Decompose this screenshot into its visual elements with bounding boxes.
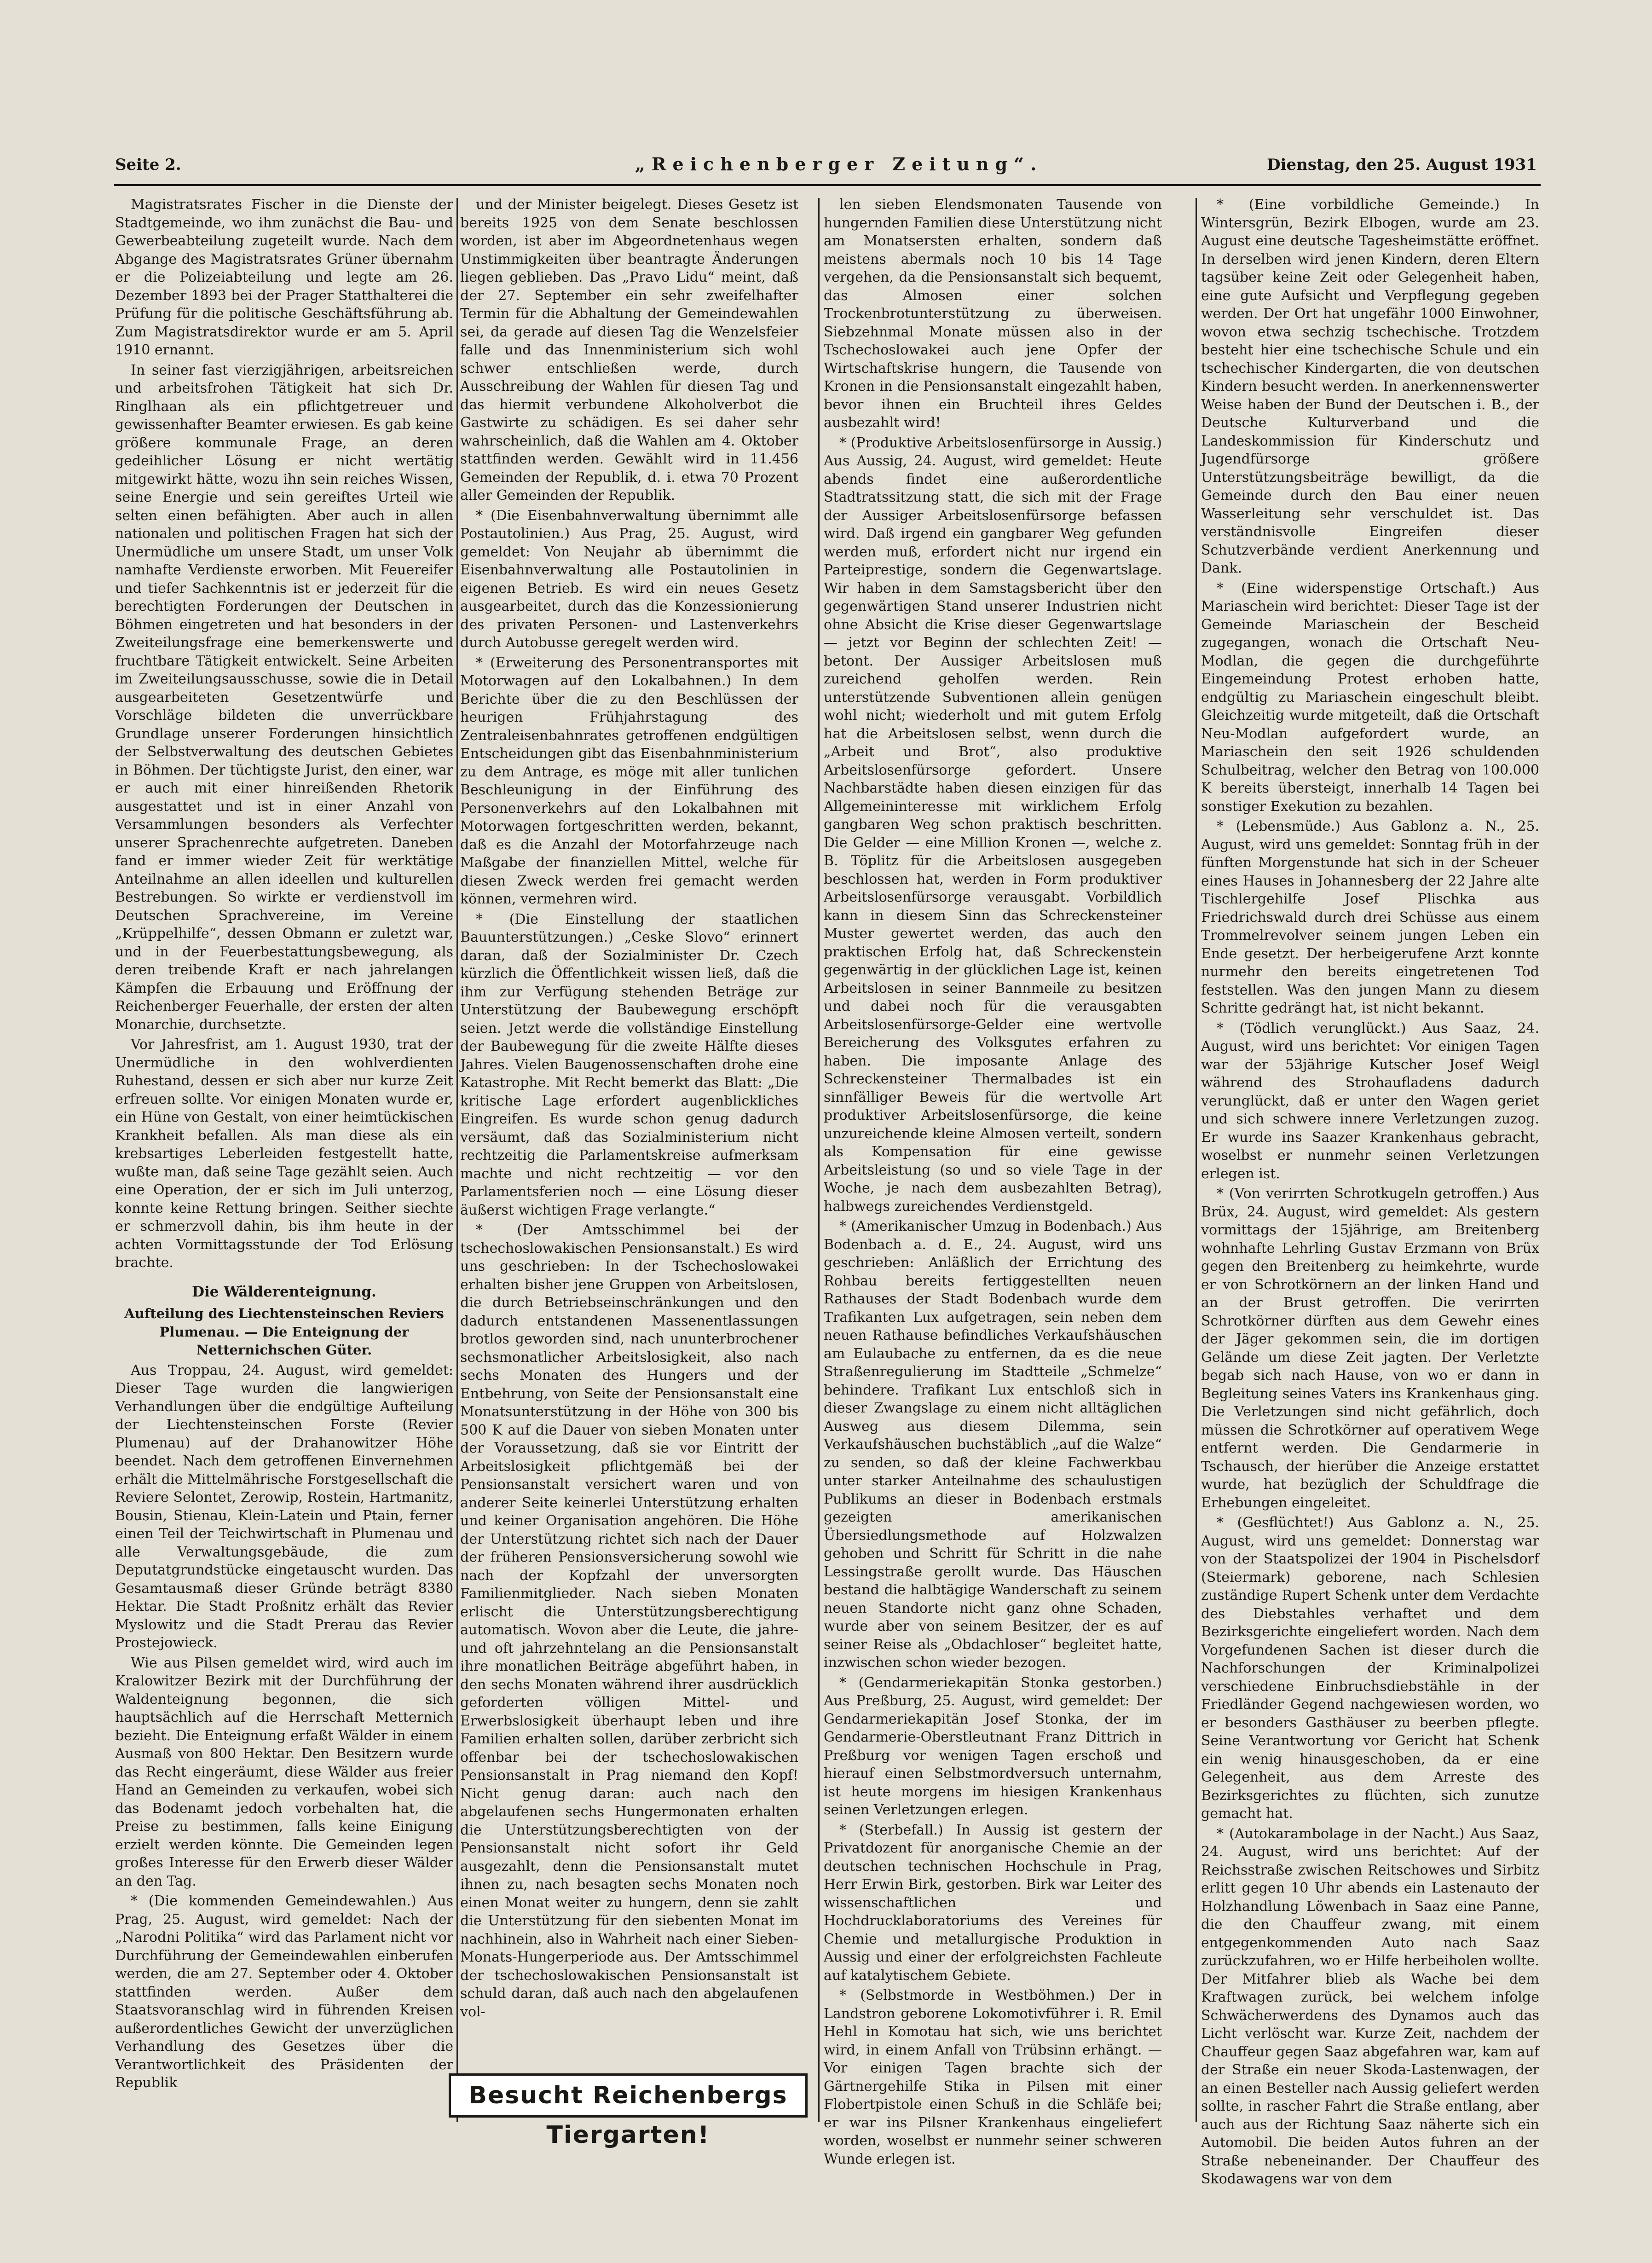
page-header	[115, 152, 1537, 179]
article-paragraph: * (Gendarmeriekapitän Stonka gestorben.) Aus Preßburg, 25. August, wird gemeldet: Der Gendarmeriekapitän Josef Stonka, der im Gendarmerie-Oberstleutnant Franz Dittrich in Preßburg vor wenigen Tagen erschoß und hierauf einen Selbstmordversuch unternahm, ist heute morgens im hiesigen Krankenhaus seinen Verletzungen erlegen.	[824, 1674, 1162, 1818]
page-number: Seite 2.	[115, 156, 181, 174]
column-divider	[456, 198, 458, 2122]
article-paragraph: * (Eine widerspenstige Ortschaft.) Aus Mariaschein wird berichtet: Dieser Tage ist der Gemeinde Mariaschein der Bescheid zugegangen, wonach die Ortschaft Neu-Modlan, die gegen die durchgeführte Eingemeindung Protest erhoben hatte, endgültig zu Mariaschein eingeschult bleibt. Gleichzeitig wurde mitgeteilt, daß die Ortschaft Neu-Modlan aufgefordert wurde, an Mariaschein den seit 1926 schuldenden Schulbeitrag, welcher den Betrag von 100.000 K bereits übersteigt, innerhalb 14 Tagen bei sonstiger Exekution zu bezahlen.	[1201, 580, 1539, 815]
article-subheadline: Aufteilung des Liechtensteinschen Reviers Plumenau. — Die Enteignung der Netternichschen Güter.	[124, 1306, 444, 1358]
article-paragraph: * (Erweiterung des Personentransportes mit Motorwagen auf den Lokalbahnen.) In dem Berichte über die zu den Beschlüssen der heurigen Frühjahrstagung des Zentraleisenbahnrates getroffenen endgültigen Entscheidungen gibt das Eisenbahnministerium zu dem Antrage, es möge mit aller tunlichen Beschleunigung in der Einführung des Personenverkehrs auf den Lokalbahnen mit Motorwagen fortgeschritten werden, bekannt, daß es die Anzahl der Motorfahrzeuge nach Maßgabe der finanziellen Mittel, welche für diesen Zweck werden frei gemacht werden können, vermehren wird.	[460, 654, 798, 907]
column-divider	[818, 198, 820, 2122]
article-paragraph: * (Lebensmüde.) Aus Gablonz a. N., 25. August, wird uns gemeldet: Sonntag früh in der fünften Morgenstunde hat sich in der Scheuer eines Hauses in Johannesberg der 22 Jahre alte Tischlergehilfe Josef Plischka aus Friedrichswald durch drei Schüsse aus einem Trommelrevolver seinem jungen Leben ein Ende gesetzt. Der herbeigerufene Arzt konnte nurmehr den bereits eingetretenen Tod feststellen. Was den jungen Mann zu diesem Schritte gedrängt hat, ist nicht bekannt.	[1201, 818, 1539, 1016]
article-paragraph: Vor Jahresfrist, am 1. August 1930, trat der Unermüdliche in den wohlverdienten Ruhestand, dessen er sich aber nur kurze Zeit erfreuen sollte. Vor einigen Monaten wurde er, ein Hüne von Gestalt, von einer heimtückischen Krankheit befallen. Als man diese als ein krebsartiges Leberleiden festgestellt hatte, wußte man, daß seine Tage gezählt seien. Auch eine Operation, der er sich im Juli unterzog, konnte keine Rettung bringen. Seither siechte er schmerzvoll dahin, bis ihm heute in der achten Vormittagsstunde der Tod Erlösung brachte.	[115, 1036, 453, 1271]
article-paragraph: * (Autokarambolage in der Nacht.) Aus Saaz, 24. August, wird uns berichtet: Auf der Reichsstraße zwischen Reitschowes und Sirbitz erlitt gegen 10 Uhr abends ein Lastenauto der Holzhandlung Löwenbach in Saaz eine Panne, die den Chauffeur zwang, mit einem entgegenkommenden Auto nach Saaz zurückzufahren, wo er Hilfe herbeiholen wollte. Der Mitfahrer blieb als Wache bei dem Kraftwagen zurück, bei welchem infolge Schwächerwerdens des Dynamos auch das Licht verlöscht war. Kurze Zeit, nachdem der Chauffeur gegen Saaz abgefahren war, kam auf der Straße ein neuer Skoda-Lastenwagen, der an einen Besteller nach Aussig geliefert werden sollte, in rascher Fahrt die Straße entlang, aber auch aus der Richtung Saaz näherte sich ein Automobil. Die beiden Autos fuhren an der Straße nebeneinander. Der Chauffeur des Skodawagens war von dem	[1201, 1825, 1539, 2187]
article-paragraph: * (Amerikanischer Umzug in Bodenbach.) Aus Bodenbach a. d. E., 24. August, wird uns geschrieben: Anläßlich der Errichtung des Rohbau bereits fertiggestellten neuen Rathauses der Stadt Bodenbach wurde dem Trafikanten Lux aufgetragen, sein neben dem neuen Rathause befindliches Verkaufshäuschen am Eulaubache zu entfernen, da es die neue Straßenregulierung im Stadtteile „Schmelze“ behindere. Trafikant Lux entschloß sich in dieser Zwangslage zu einem nicht alltäglichen Ausweg aus diesem Dilemma, sein Verkaufshäuschen buchstäblich „auf die Walze“ zu senden, so daß der kleine Fachwerkbau unter starker Anteilnahme des schaulustigen Publikums an dieser in Bodenbach erstmals gezeigten amerikanischen Übersiedlungsmethode auf Holzwalzen gehoben und Schritt für Schritt in die nahe Lessingstraße gerollt wurde. Das Häuschen bestand die halbtägige Wanderschaft zu seinem neuen Standorte nicht ganz ohne Schaden, wurde aber von seinem Besitzer, der es auf seiner Reise als „Obdachloser“ begleitet hatte, inzwischen schon wieder bezogen.	[824, 1218, 1162, 1671]
article-paragraph: * (Produktive Arbeitslosenfürsorge in Aussig.) Aus Aussig, 24. August, wird gemeldet: Heute abends findet eine außerordentliche Stadtratssitzung statt, die sich mit der Frage der Aussiger Arbeitslosenfürsorge befassen wird. Daß irgend ein gangbarer Weg gefunden werden muß, erfordert nicht nur irgend ein Parteiprestige, sondern die Gegenwartslage. Wir haben in dem Samstagsbericht über den gegenwärtigen Stand unserer Industrien nicht ohne Absicht die Krise dieser Gegenwartslage — jetzt vor Beginn der schlechten Zeit! — betont. Der Aussiger Arbeitslosen muß zureichend geholfen werden. Rein unterstützende Subventionen allein genügen wohl nicht; wiederholt und mit gutem Erfolg hat die Arbeitslosen selbst, wenn durch die „Arbeit und Brot“, also produktive Arbeitslosenfürsorge gefordert. Unsere Nachbarstädte haben diesen einzigen für das Allgemeininteresse mit wirklichem Erfolg gangbaren Weg schon praktisch beschritten. Die Gelder — eine Million Kronen —, welche z. B. Töplitz für die Arbeitslosen ausgegeben beschlossen hat, werden in Form produktiver Arbeitslosenfürsorge verausgabt. Vorbildlich kann in diesem Sinn das Schreckensteiner Muster gewertet werden, das auch den praktischen Erfolg hat, daß Schreckenstein gegenwärtig in der glücklichen Lage ist, keinen Arbeitslosen in seiner Bannmeile zu besitzen und dabei noch für die verausgabten Arbeitslosenfürsorge-Gelder eine wertvolle Bereicherung des Volksgutes erfahren zu haben. Die imposante Anlage des Schreckensteiner Thermalbades ist ein sinnfälliger Beweis für die wertvolle Art produktiver Arbeitslosenfürsorge, die keine unzureichende kleine Almosen verteilt, sondern als Kompensation für eine gewisse Arbeitsleistung (so und so viele Tage in der Woche, je nach dem ausbezahlten Betrag), halbwegs zureichendes Verdienstgeld.	[824, 434, 1162, 1215]
article-paragraph: In seiner fast vierzigjährigen, arbeitsreichen und arbeitsfrohen Tätigkeit hat sich Dr. Ringlhaan als ein pflichtgetreuer und gewissenhafter Beamter erwiesen. Es gab keine größere kommunale Frage, an deren gedeihlicher Lösung er nicht wertätig mitgewirkt hätte, wozu ihn sein reiches Wissen, seine Energie und sein gereiftes Urteil wie selten einen befähigten. Aber auch in allen nationalen und politischen Fragen hat sich der Unermüdliche um unsere Stadt, um unser Volk namhafte Verdienste erworben. Mit Feuereifer und tiefer Sachkenntnis ist er jederzeit für die berechtigten Forderungen der Deutschen in Böhmen eingetreten und hat besonders in der Zweiteilungsfrage eine bemerkenswerte und fruchtbare Tätigkeit entwickelt. Seine Arbeiten im Zweiteilungsausschusse, sowie die in Detail ausgearbeiteten Gesetzentwürfe und Vorschläge bildeten die unverrückbare Grundlage unserer Forderungen hinsichtlich der Selbstverwaltung des deutschen Gebietes in Böhmen. Der tüchtigste Jurist, den einer, war er auch mit einer hinreißenden Rhetorik ausgestattet und ist in einer Anzahl von Versammlungen besonders als Verfechter unserer Sprachenrechte aufgetreten. Daneben fand er immer wieder Zeit für werktätige Anteilnahme an allen ideellen und kulturellen Bestrebungen. So wirkte er verdienstvoll im Deutschen Sprachvereine, im Vereine „Krüppelhilfe“, dessen Obmann er zuletzt war, und in der Feuerbestattungsbewegung, als deren treibende Kraft er nach jahrelangen Kämpfen die Erbauung und Eröffnung der Reichenberger Feuerhalle, der ersten der alten Monarchie, durchsetzte.	[115, 362, 453, 1033]
article-paragraph: * (Die kommenden Gemeindewahlen.) Aus Prag, 25. August, wird gemeldet: Nach der „Narodni Politika“ wird das Parlament nicht vor Durchführung der Gemeindewahlen einberufen werden, die am 27. September oder 4. Oktober stattfinden werden. Außer dem Staatsvoranschlag wird in führenden Kreisen außerordentliches Gewicht der unverzüglichen Verhandlung des Gesetzes über die Verantwortlichkeit des Präsidenten der Republik	[115, 1893, 453, 2091]
column-3	[824, 196, 1162, 2167]
article-paragraph: Magistratsrates Fischer in die Dienste der Stadtgemeinde, wo ihm zunächst die Bau- und Gewerbeabteilung zugeteilt wurde. Nach dem Abgange des Magistratsrates Grüner übernahm er die Polizeiabteilung und legte am 26. Dezember 1893 bei der Prager Statthalterei die Prüfung für die politische Geschäftsführung ab. Zum Magistratsdirektor wurde er am 5. April 1910 ernannt.	[115, 197, 453, 358]
column-2	[460, 196, 798, 2078]
column-4	[1201, 196, 1539, 2187]
article-paragraph: Wie aus Pilsen gemeldet wird, wird auch im Kralowitzer Bezirk mit der Durchführung der Waldenteignung begonnen, die sich hauptsächlich auf die Herrschaft Metternich bezieht. Die Enteignung erfaßt Wälder in einem Ausmaß von 800 Hektar. Den Besitzern wurde das Recht eingeräumt, diese Wälder aus freier Hand an Gemeinden zu verkaufen, wobei sich das Bodenamt jedoch vorbehalten hat, die Preise zu bestimmen, falls keine Einigung erzielt werden könnte. Die Gemeinden legen großes Interesse für den Erwerb dieser Wälder an den Tag.	[115, 1655, 453, 1889]
newspaper-title: „Reichenberger Zeitung“.	[635, 154, 1043, 174]
article-paragraph: * (Von verirrten Schrotkugeln getroffen.) Aus Brüx, 24. August, wird gemeldet: Als gestern vormittags der 15jährige, am Breitenberg wohnhafte Lehrling Gustav Erzmann von Brüx gegen den Breitenberg zu heimkehrte, wurde er von Schrotkörnern an der linken Hand und an der Brust getroffen. Die verirrten Schrotkörner dürften aus dem Gewehr eines der Jäger gekommen sein, die im dortigen Gelände um diese Zeit jagten. Der Verletzte begab sich nach Hause, von wo er dann in Begleitung seines Vaters ins Krankenhaus ging. Die Verletzungen sind nicht gefährlich, doch müssen die Schrotkörner auf operativem Wege entfernt werden. Die Gendarmerie in Tschausch, der hierüber die Anzeige erstattet wurde, hat bezüglich der Schuldfrage die Erhebungen eingeleitet.	[1201, 1186, 1539, 1511]
article-paragraph: * (Tödlich verunglückt.) Aus Saaz, 24. August, wird uns berichtet: Vor einigen Tagen war der 53jährige Kutscher Josef Weigl während des Strohaufladens dadurch verunglückt, daß er unter den Wagen geriet und sich schwere innere Verletzungen zuzog. Er wurde ins Saazer Krankenhaus gebracht, woselbst er nunmehr seinen Verletzungen erlegen ist.	[1201, 1020, 1539, 1182]
article-paragraph: * (Die Einstellung der staatlichen Bauunterstützungen.) „Ceske Slovo“ erinnert daran, daß der Sozialminister Dr. Czech kürzlich die Öffentlichkeit wissen ließ, daß die ihm zur Verfügung stehenden Beträge zur Unterstützung der Baubewegung erschöpft seien. Jetzt werde die vollständige Einstellung der Baubewegung für die zweite Hälfte dieses Jahres. Vielen Baugenossenschaften drohe eine Katastrophe. Mit Recht bemerkt das Blatt: „Die kritische Lage erfordert augenblickliches Eingreifen. Es wurde schon genug dadurch versäumt, daß das Sozialministerium nicht rechtzeitig die Parlamentskreise aufmerksam machte und nicht rechtzeitig — vor den Parlamentsferien noch — eine Lösung dieser äußerst wichtigen Frage verlangte.“	[460, 911, 798, 1218]
article-paragraph: * (Eine vorbildliche Gemeinde.) In Wintersgrün, Bezirk Elbogen, wurde am 23. August eine deutsche Tagesheimstätte eröffnet. In derselben wird jenen Kindern, deren Eltern tagsüber keine Zeit oder Gelegenheit haben, eine gute Aufsicht und Verpflegung gegeben werden. Der Ort hat ungefähr 1000 Einwohner, wovon etwa sechzig tschechische. Trotzdem besteht hier eine tschechische Schule und ein tschechischer Kindergarten, die von deutschen Kindern besucht werden. In anerkennenswerter Weise haben der Bund der Deutschen i. B., der Deutsche Kulturverband und die Landeskommission für Kinderschutz und Jugendfürsorge größere Unterstützungsbeiträge bewilligt, da die Gemeinde durch den Bau einer neuen Wasserleitung sehr verschuldet ist. Das verständnisvolle Eingreifen dieser Schutzverbände verdient Anerkennung und Dank.	[1201, 197, 1539, 576]
advertisement-box: Besucht Reichenbergs Tiergarten!	[449, 2073, 808, 2118]
article-paragraph: * (Der Amtsschimmel bei der tschechoslowakischen Pensionsanstalt.) Es wird uns geschrieben: In der Tschechoslowakei erhalten bisher jene Gruppen von Arbeitslosen, die durch Betriebseinschränkungen und den dadurch entstandenen Massenentlassungen brotlos geworden sind, nach ununterbrochener sechsmonatlicher Arbeitslosigkeit, also nach sechs Monaten des Hungers und der Entbehrung, von Seite der Pensionsanstalt eine Monatsunterstützung in der Höhe von 300 bis 500 K auf die Dauer von sieben Monaten unter der Voraussetzung, daß sie vor Eintritt der Arbeitslosigkeit pflichtgemäß bei der Pensionsanstalt versichert waren und von anderer Seite keinerlei Unterstützung erhalten und keiner Organisation angehören. Die Höhe der Unterstützung richtet sich nach der Dauer der früheren Pensionsversicherung sowohl wie nach der Kopfzahl der unversorgten Familienmitglieder. Nach sieben Monaten erlischt die Unterstützungsberechtigung automatisch. Wovon aber die Leute, die jahre- und oft jahrzehntelang an die Pensionsanstalt ihre monatlichen Beiträge abgeführt haben, in den sechs Monaten während ihrer ausdrücklich geforderten völligen Mittel- und Erwerbslosigkeit überhaupt leben und ihre Familien erhalten sollen, darüber zerbricht sich offenbar bei der tschechoslowakischen Pensionsanstalt in Prag niemand den Kopf! Nicht genug daran: auch nach den abgelaufenen sechs Hungermonaten erhalten die Unterstützungsberechtigten von der Pensionsanstalt nicht sofort ihr Geld ausgezahlt, denn die Pensionsanstalt mutet ihnen zu, nach besagten sechs Monaten noch einen Monat weiter zu hungern, denn sie zahlt die Unterstützung für den siebenten Monat im nachhinein, also in Wahrheit nach einer Sieben-Monats-Hungerperiode aus. Der Amtsschimmel der tschechoslowakischen Pensionsanstalt ist schuld daran, daß auch nach den abgelaufenen vol-	[460, 1222, 798, 2020]
article-paragraph: * (Die Eisenbahnverwaltung übernimmt alle Postautolinien.) Aus Prag, 25. August, wird gemeldet: Von Neujahr ab übernimmt die Eisenbahnverwaltung alle Postautolinien in eigenen Betrieb. Es wird ein neues Gesetz ausgearbeitet, durch das die Konzessionierung des privaten Personen- und Lastenverkehrs durch Autobusse geregelt werden wird.	[460, 507, 798, 651]
article-paragraph: * (Gesflüchtet!) Aus Gablonz a. N., 25. August, wird uns gemeldet: Donnerstag war von der Staatspolizei der 1904 in Pischelsdorf (Steiermark) geborene, nach Schlesien zuständige Rupert Schenk unter dem Verdachte des Diebstahles verhaftet und dem Bezirksgerichte eingeliefert worden. Nach dem Vorgefundenen Sachen ist dieser durch die Nachforschungen der Kriminalpolizei verschiedene Einbruchsdiebstähle in der Friedländer Gegend nachgewiesen worden, wo er besonders Gasthäuser zu beerben pflegte. Seine Verantwortung vor Gericht hat Schenk ein wenig hinausgeschoben, da er eine Gelegenheit, aus dem Arreste des Bezirksgerichtes zu flüchten, sich zunutze gemacht hat.	[1201, 1515, 1539, 1822]
column-divider	[1196, 198, 1197, 2122]
column-1	[115, 196, 453, 2119]
article-paragraph: und der Minister beigelegt. Dieses Gesetz ist bereits 1925 von dem Senate beschlossen worden, ist aber im Abgeordnetenhaus wegen Unstimmigkeiten über beantragte Änderungen liegen geblieben. Das „Pravo Lidu“ meint, daß der 27. September ein sehr zweifelhafter Termin für die Abhaltung der Gemeindewahlen sei, da gerade auf diesen Tag die Wenzelsfeier falle und das Innenministerium sich wohl schwer entschließen werde, durch Ausschreibung der Wahlen für diesen Tag und das hiermit verbundene Alkoholverbot die Gastwirte zu schädigen. Es sei daher sehr wahrscheinlich, daß die Wahlen am 4. Oktober stattfinden werden. Gewählt wird in 11.456 Gemeinden der Republik, d. i. etwa 70 Prozent aller Gemeinden der Republik.	[460, 197, 798, 504]
article-paragraph: len sieben Elendsmonaten Tausende von hungernden Familien diese Unterstützung nicht am Monatsersten erhalten, sondern daß meistens abermals noch 10 bis 14 Tage vergehen, da die Pensionsanstalt sich bequemt, das Almosen einer solchen Trockenbrotunterstützung zu überweisen. Siebzehnmal Monate müssen also in der Tschechoslowakei auch jene Opfer der Wirtschaftskrise hungern, die Tausende von Kronen in die Pensionsanstalt eingezahlt haben, bevor ihnen ein Bruchteil ihres Geldes ausbezahlt wird!	[824, 197, 1162, 431]
article-paragraph: * (Sterbefall.) In Aussig ist gestern der Privatdozent für anorganische Chemie an der deutschen technischen Hochschule in Prag, Herr Erwin Birk, gestorben. Birk war Leiter des wissenschaftlichen und Hochdrucklaboratoriums des Vereines für Chemie und metallurgische Produktion in Aussig und einer der erfolgreichsten Fachleute auf katalytischem Gebiete.	[824, 1822, 1162, 1984]
header-rule	[114, 184, 1541, 186]
article-headline: Die Wälderenteignung.	[192, 1283, 376, 1300]
article-paragraph: * (Selbstmorde in Westböhmen.) Der in Landstron geborene Lokomotivführer i. R. Emil Hehl in Komotau hat sich, wie uns berichtet wird, in einem Anfall von Trübsinn erhängt. — Vor einigen Tagen brachte sich der Gärtnergehilfe Stika in Pilsen mit einer Flobertpistole einen Schuß in die Schläfe bei; er war ins Pilsner Krankenhaus eingeliefert worden, woselbst er nunmehr seiner schweren Wunde erlegen ist.	[824, 1987, 1162, 2167]
article-paragraph: Aus Troppau, 24. August, wird gemeldet: Dieser Tage wurden die langwierigen Verhandlungen über die endgültige Aufteilung der Liechtensteinschen Forste (Revier Plumenau) auf der Drahanowitzer Höhe beendet. Nach dem getroffenen Einvernehmen erhält die Mittelmährische Forstgesellschaft die Reviere Selontet, Zerowip, Rostein, Hartmanitz, Bousin, Stienau, Klein-Latein und Ptain, ferner einen Teil der Teichwirtschaft in Plumenau und alle Verwaltungsgebäude, die zum Deputatgrundstücke eingetauscht wurden. Das Gesamtausmaß dieser Gründe beträgt 8380 Hektar. Die Stadt Proßnitz erhält das Revier Myslowitz und die Stadt Prerau das Revier Prostejowieck.	[115, 1362, 453, 1651]
issue-date: Dienstag, den 25. August 1931	[1267, 156, 1537, 174]
